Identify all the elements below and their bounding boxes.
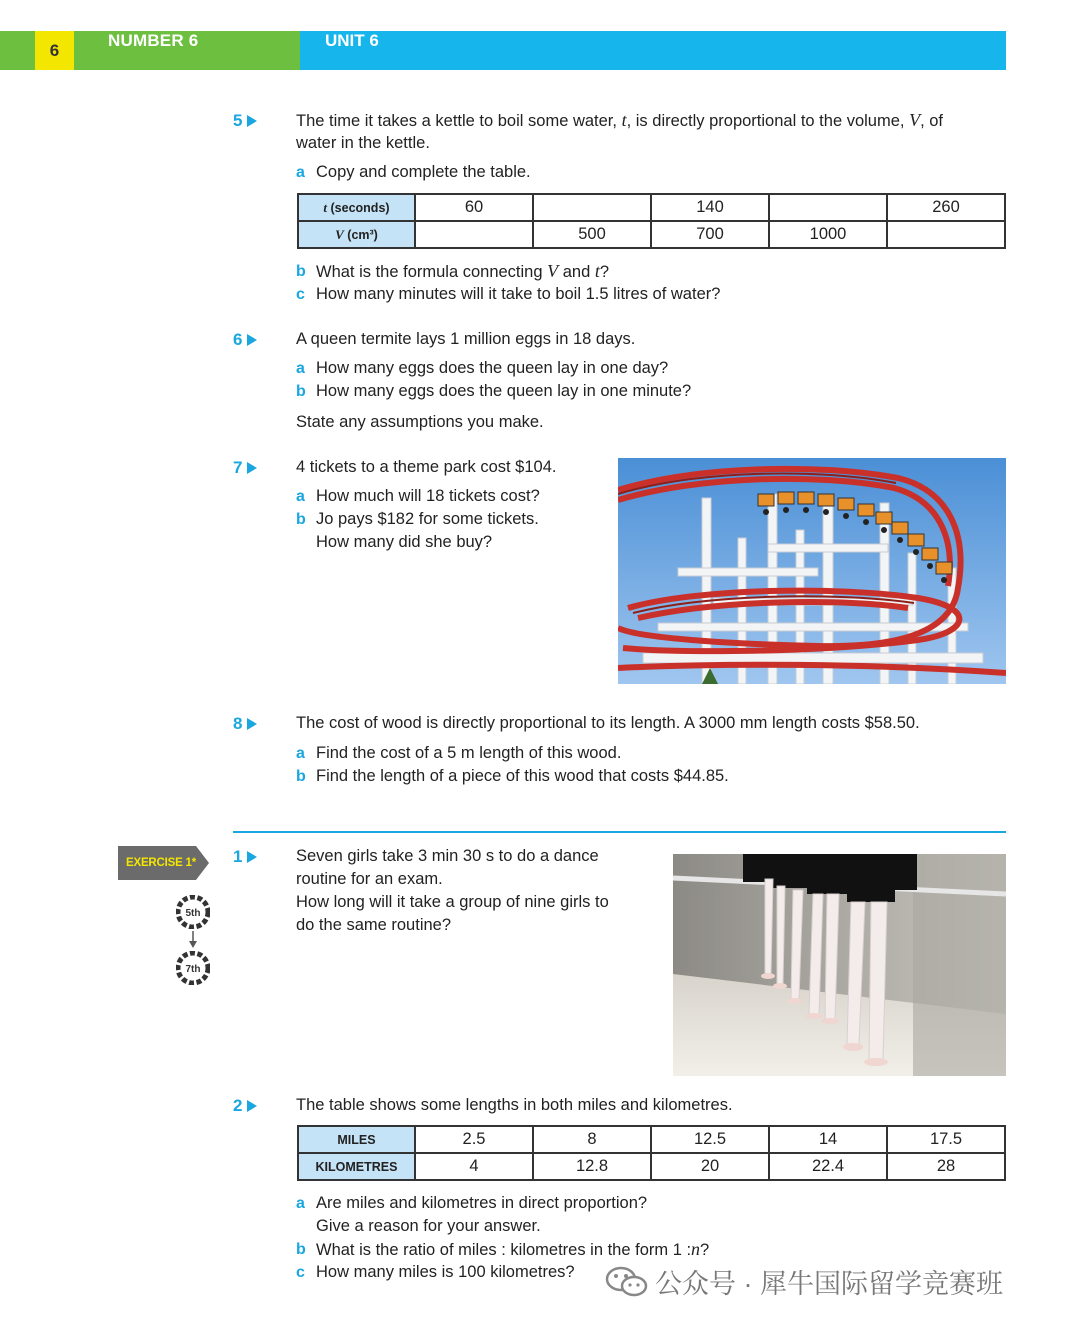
question-8-text: The cost of wood is directly proportional to its length. A 3000 mm length costs $58.50. bbox=[296, 714, 920, 732]
exercise-question-1-line: Seven girls take 3 min 30 s to do a dance bbox=[296, 847, 599, 865]
part-label: a bbox=[296, 360, 305, 377]
arrow-icon bbox=[247, 115, 257, 127]
exercise-question-2-text: The table shows some lengths in both miles and kilometres. bbox=[296, 1096, 733, 1114]
table-cell: 60 bbox=[415, 194, 533, 221]
exercise-question-2a-text: Are miles and kilometres in direct proportion? bbox=[316, 1194, 648, 1212]
badge-bottom-text: 7th bbox=[185, 964, 201, 975]
table-cell: 28 bbox=[887, 1153, 1005, 1180]
table-cell bbox=[533, 194, 651, 221]
grade-badge-5th-icon bbox=[176, 895, 210, 929]
section-title: NUMBER 6 bbox=[108, 31, 199, 50]
part-label: a bbox=[296, 745, 305, 762]
arrow-icon bbox=[247, 462, 257, 474]
table-cell: 8 bbox=[533, 1126, 651, 1153]
exercise-question-2c-text: How many miles is 100 kilometres? bbox=[316, 1263, 575, 1281]
table-row bbox=[298, 1153, 1005, 1180]
question-8-number: 8 bbox=[233, 712, 257, 735]
down-arrow-icon bbox=[188, 931, 198, 949]
table-cell: 20 bbox=[651, 1153, 769, 1180]
part-label: a bbox=[296, 488, 305, 505]
table-row bbox=[298, 1126, 1005, 1153]
question-7b-text: Jo pays $182 for some tickets. bbox=[316, 510, 539, 528]
part-label: b bbox=[296, 383, 306, 400]
table-head-miles: MILES bbox=[298, 1126, 415, 1153]
table-cell: 140 bbox=[651, 194, 769, 221]
question-6-number: 6 bbox=[233, 328, 257, 351]
table-cell bbox=[769, 194, 887, 221]
table-row bbox=[298, 194, 1005, 221]
wechat-icon bbox=[605, 1265, 649, 1299]
grade-badge-7th-icon bbox=[176, 951, 210, 985]
question-8b-text: Find the length of a piece of this wood that costs $44.85. bbox=[316, 767, 729, 785]
exercise-label: EXERCISE 1* bbox=[126, 857, 197, 869]
question-8a-text: Find the cost of a 5 m length of this wood. bbox=[316, 744, 622, 762]
kettle-table bbox=[297, 193, 1006, 249]
part-label: c bbox=[296, 286, 305, 303]
arrow-icon bbox=[247, 851, 257, 863]
table-cell: 12.8 bbox=[533, 1153, 651, 1180]
exercise-question-2a-text-line2: Give a reason for your answer. bbox=[316, 1217, 541, 1235]
page-number: 6 bbox=[35, 31, 74, 70]
part-label: c bbox=[296, 1264, 305, 1281]
part-label: b bbox=[296, 511, 306, 528]
part-label: b bbox=[296, 1241, 306, 1258]
miles-km-table bbox=[297, 1125, 1006, 1181]
ballet-dancers-photo bbox=[673, 854, 1006, 1076]
exercise-question-1-number: 1 bbox=[233, 845, 257, 868]
part-label: a bbox=[296, 1195, 305, 1212]
arrow-icon bbox=[247, 334, 257, 346]
table-cell: 17.5 bbox=[887, 1126, 1005, 1153]
table-cell: 12.5 bbox=[651, 1126, 769, 1153]
table-cell bbox=[887, 221, 1005, 248]
question-5-text-line2: water in the kettle. bbox=[296, 134, 430, 152]
table-cell: 260 bbox=[887, 194, 1005, 221]
exercise-question-1-line: do the same routine? bbox=[296, 916, 452, 934]
table-cell: 14 bbox=[769, 1126, 887, 1153]
part-label: b bbox=[296, 768, 306, 785]
table-cell bbox=[415, 221, 533, 248]
roller-coaster-photo bbox=[618, 458, 1006, 684]
table-cell: 700 bbox=[651, 221, 769, 248]
section-divider bbox=[233, 831, 1006, 833]
table-cell: 22.4 bbox=[769, 1153, 887, 1180]
arrow-icon bbox=[247, 1100, 257, 1112]
part-label: a bbox=[296, 164, 305, 181]
table-cell: 500 bbox=[533, 221, 651, 248]
table-row bbox=[298, 221, 1005, 248]
table-head-volume: V (cm³) bbox=[298, 221, 415, 248]
question-5b-text: What is the formula connecting V and t? bbox=[316, 261, 610, 281]
question-5c-text: How many minutes will it take to boil 1.5 litres of water? bbox=[316, 285, 721, 303]
exercise-question-1-line: routine for an exam. bbox=[296, 870, 443, 888]
question-6b-text: How many eggs does the queen lay in one minute? bbox=[316, 382, 692, 400]
exercise-question-1-line: How long will it take a group of nine girls to bbox=[296, 893, 609, 911]
unit-title: UNIT 6 bbox=[325, 31, 379, 50]
table-head-time: t (seconds) bbox=[298, 194, 415, 221]
table-cell: 2.5 bbox=[415, 1126, 533, 1153]
part-label: b bbox=[296, 263, 306, 280]
table-head-kilometres: KILOMETRES bbox=[298, 1153, 415, 1180]
exercise-question-2b-text: What is the ratio of miles : kilometres in the form 1 :n? bbox=[316, 1239, 710, 1259]
badge-top-text: 5th bbox=[185, 908, 201, 919]
question-5a-text: Copy and complete the table. bbox=[316, 163, 531, 181]
arrow-icon bbox=[247, 718, 257, 730]
table-cell: 1000 bbox=[769, 221, 887, 248]
question-5-number: 5 bbox=[233, 109, 257, 132]
table-cell: 4 bbox=[415, 1153, 533, 1180]
question-6-note: State any assumptions you make. bbox=[296, 413, 544, 431]
question-7-number: 7 bbox=[233, 456, 257, 479]
question-7-text: 4 tickets to a theme park cost $104. bbox=[296, 458, 557, 476]
question-5-text: The time it takes a kettle to boil some water, t, is directly proportional to the volume, V, of bbox=[296, 110, 944, 130]
header-unit-bar bbox=[300, 31, 1006, 70]
question-7b-text-line2: How many did she buy? bbox=[316, 533, 493, 551]
watermark: 公众号 · 犀牛国际留学竞赛班 bbox=[605, 1264, 1003, 1304]
exercise-question-2-number: 2 bbox=[233, 1094, 257, 1117]
question-6a-text: How many eggs does the queen lay in one day? bbox=[316, 359, 669, 377]
question-6-text: A queen termite lays 1 million eggs in 18 days. bbox=[296, 330, 636, 348]
question-7a-text: How much will 18 tickets cost? bbox=[316, 487, 540, 505]
